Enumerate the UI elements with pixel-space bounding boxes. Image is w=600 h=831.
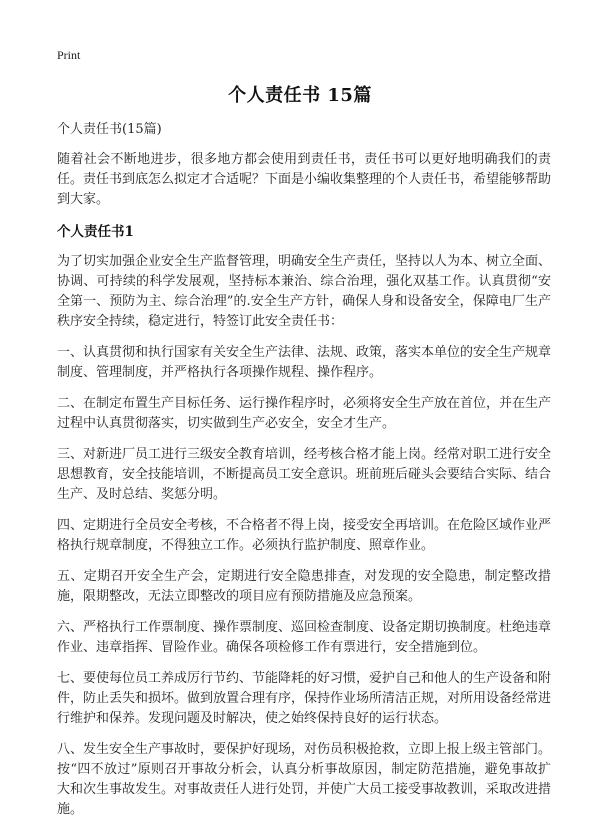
body-paragraph: 六、严格执行工作票制度、操作票制度、巡回检查制度、设备定期切换制度。杜绝违章作业、违章指挥、冒险作业。确保各项检修工作有票进行，安全措施到位。 [57, 620, 552, 655]
body-paragraph: 为了切实加强企业安全生产监督管理，明确安全生产责任，坚持以人为本、树立全面、协调、可持续的科学发展观，坚持标本兼治、综合治理，强化双基工作。认真贯彻“安全第一、预防为主、综合治理”的.安全生产方针，确保人身和设备安全，保障电厂生产秩序安全持续，稳定进行，特签订此安全责任书： [57, 254, 552, 329]
document-body [57, 120, 551, 831]
body-paragraph: 八、发生安全生产事故时，要保护好现场，对伤员积极抢救，立即上报上级主管部门。按“四不放过”原则召开事故分析会，认真分析事故原因，制定防范措施，避免事故扩大和次生事故发生。对事故责任人进行处罚，并使广大员工接受事故教训，采取改进措施。 [57, 742, 552, 817]
section-heading: 个人责任书1 [57, 224, 134, 240]
page-title: 个人责任书 15篇 [228, 85, 372, 106]
body-paragraph: 七、要使每位员工养成厉行节约、节能降耗的好习惯，爱护自己和他人的生产设备和附件，防止丢失和损坏。做到放置合理有序，保持作业场所清洁正规，对所用设备经常进行维护和保养。发现问题及时解决，使之始终保持良好的运行状态。 [57, 671, 552, 726]
print-label: Print [57, 48, 81, 62]
body-paragraph: 四、定期进行全员安全考核，不合格者不得上岗，接受安全再培训。在危险区域作业严格执行规章制度，不得独立工作。必须执行监护制度、照章作业。 [57, 518, 552, 553]
body-paragraph: 一、认真贯彻和执行国家有关安全生产法律、法规、政策，落实本单位的安全生产规章制度、管理制度，并严格执行各项操作规程、操作程序。 [57, 345, 552, 380]
intro-paragraph: 随着社会不断地进步，很多地方都会使用到责任书，责任书可以更好地明确我们的责任。责任书到底怎么拟定才合适呢？下面是小编收集整理的个人责任书，希望能够帮助到大家。 [57, 152, 552, 207]
body-paragraph: 五、定期召开安全生产会，定期进行安全隐患排查，对发现的安全隐患，制定整改措施，限期整改，无法立即整改的项目应有预防措施及应急预案。 [57, 569, 551, 604]
body-paragraph: 三、对新进厂员工进行三级安全教育培训，经考核合格才能上岗。经常对职工进行安全思想教育，安全技能培训，不断提高员工安全意识。班前班后碰头会要结合实际、结合生产、及时总结、奖惩分明。 [57, 447, 552, 502]
body-paragraph: 二、在制定布置生产目标任务、运行操作程序时，必须将安全生产放在首位，并在生产过程中认真贯彻落实，切实做到生产必安全，安全才生产。 [57, 396, 552, 431]
document-subtitle: 个人责任书(15篇) [57, 122, 162, 137]
